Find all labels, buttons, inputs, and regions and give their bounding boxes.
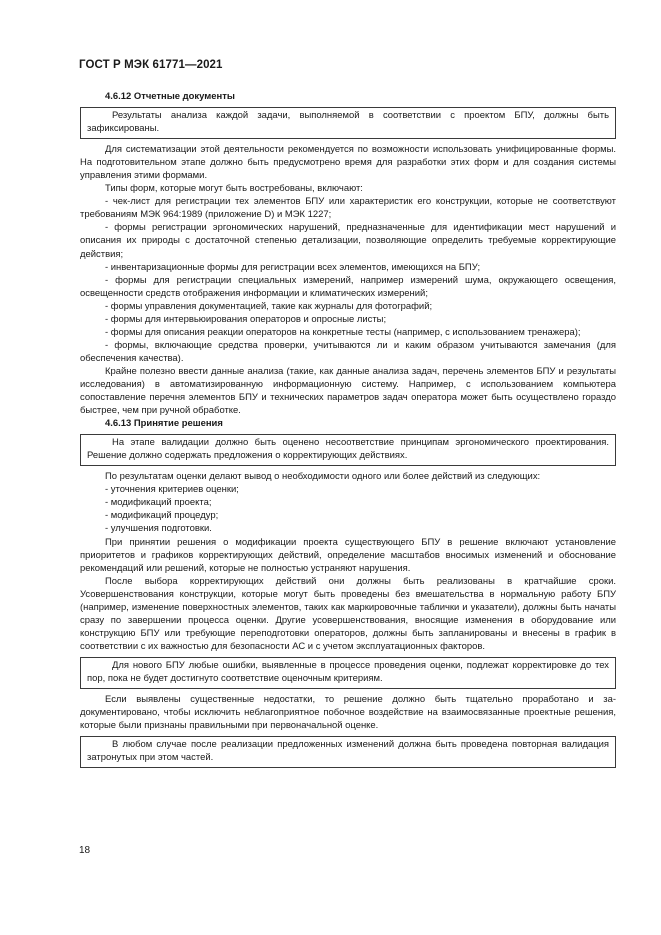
requirement-box: [80, 107, 616, 139]
list-item: - модификаций процедур;: [105, 510, 219, 522]
list-item: - формы для описания реакции операторов на конкретные тесты (например, с использованием тренажера);: [105, 326, 581, 338]
paragraph: Если выявлены существенные недостатки, то решение должно быть тщательно проработано и задокументировано, чтобы исключить неблагоприятное побочное воздействие на взаимосвязанные проектные решения, которые были признаны правильными при первоначальной оценке.: [80, 694, 616, 732]
list-item: - улучшения подготовки.: [105, 523, 212, 535]
requirement-text: В любом случае после реализации предложенных изменений должна быть проведена повторная валидация затронутых при этом частей.: [87, 739, 609, 764]
list-item: - формы управления документацией, такие как журналы для фотографий;: [105, 300, 433, 312]
requirement-box: [80, 434, 616, 466]
paragraph: Крайне полезно ввести данные анализа (такие, как данные анализа задач, перечень элементов БПУ и результаты исследования) в автоматизированную информационную систему. Например, с использованием компьютера сопоставление перечня элементов БПУ и технических параметров задач оператора может быть осуществлено гораздо быстрее, чем при ручной обработке.: [80, 365, 616, 417]
paragraph: При принятии решения о модификации проекта существующего БПУ в решение включают установление приоритетов и графиков корректирующих действий, определение масштабов вносимых изменений и обоснование рекомендаций или решений, которые не полностью устраняют нарушения.: [80, 536, 616, 574]
paragraph: После выбора корректирующих действий они должны быть реализованы в кратчайшие сроки. Усовершенствования конструкции, которые могут быть проведены без вмешательства в нормальную работу БПУ (например, изменение поверхностных элементов, таких как маркировочные таблички и указатели), должны быть начаты сразу по завершении процесса оценки. Другие усовершенствования, вносящие изменения в оборудование или конструкцию БПУ или требующие переподготовки операторов, должны быть запланированы и внесены в график в соответствии с их важностью для безопасности АС и с учетом эксплуатационных факторов.: [80, 575, 616, 652]
requirement-box: [80, 736, 616, 768]
section-title-4-6-12: 4.6.12 Отчетные документы: [105, 91, 235, 102]
document-body: [80, 90, 616, 772]
requirement-text: Для нового БПУ любые ошибки, выявленные в процессе проведения оценки, подлежат корректировке до тех пор, пока не будет достигнуто соответствие оценочным критериям.: [87, 659, 609, 684]
requirement-text: На этапе валидации должно быть оценено несоответствие принципам эргономического проектирования. Решение должно содержать предложения о корректирующих действиях.: [87, 437, 609, 462]
list-item: - формы для регистрации специальных измерений, например измерений шума, окружающего освещения, освещенности средств отображения информации и климатических измерений;: [80, 274, 616, 299]
list-item: - формы регистрации эргономических нарушений, предназначенные для идентификации мест нарушений и описания их природы с достаточной степенью детализации, позволяющие определить требуемые корректирующие действия;: [80, 222, 616, 260]
paragraph: Для систематизации этой деятельности рекомендуется по возможности использовать унифицированные формы. На подготовительном этапе должно быть предусмотрено время для разработки этих форм и для создания системы управления этими формами.: [80, 144, 616, 182]
page-number: 18: [79, 845, 91, 856]
list-item: - чек-лист для регистрации тех элементов БПУ или характеристик его конструкции, которые не соответствуют требованиям МЭК 964:1989 (приложение D) и МЭК 1227;: [80, 196, 616, 221]
list-item: - уточнения критериев оценки;: [105, 484, 239, 496]
list-item: - формы, включающие средства проверки, учитываются ли и каким образом учитываются замечания (для обеспечения качества).: [80, 339, 616, 364]
list-item: - инвентаризационные формы для регистрации всех элементов, имеющихся на БПУ;: [105, 261, 481, 273]
paragraph: По результатам оценки делают вывод о необходимости одного или более действий из следующих:: [105, 471, 541, 483]
list-item: - модификаций проекта;: [105, 497, 212, 509]
document-header: ГОСТ Р МЭК 61771—2021: [79, 59, 223, 71]
requirement-box: [80, 657, 616, 689]
list-item: - формы для интервьюирования операторов и опросные листы;: [105, 313, 387, 325]
requirement-text: Результаты анализа каждой задачи, выполняемой в соответствии с проектом БПУ, должны быть зафиксированы.: [87, 110, 609, 135]
section-title-4-6-13: 4.6.13 Принятие решения: [105, 418, 223, 430]
paragraph: Типы форм, которые могут быть востребованы, включают:: [105, 183, 363, 195]
